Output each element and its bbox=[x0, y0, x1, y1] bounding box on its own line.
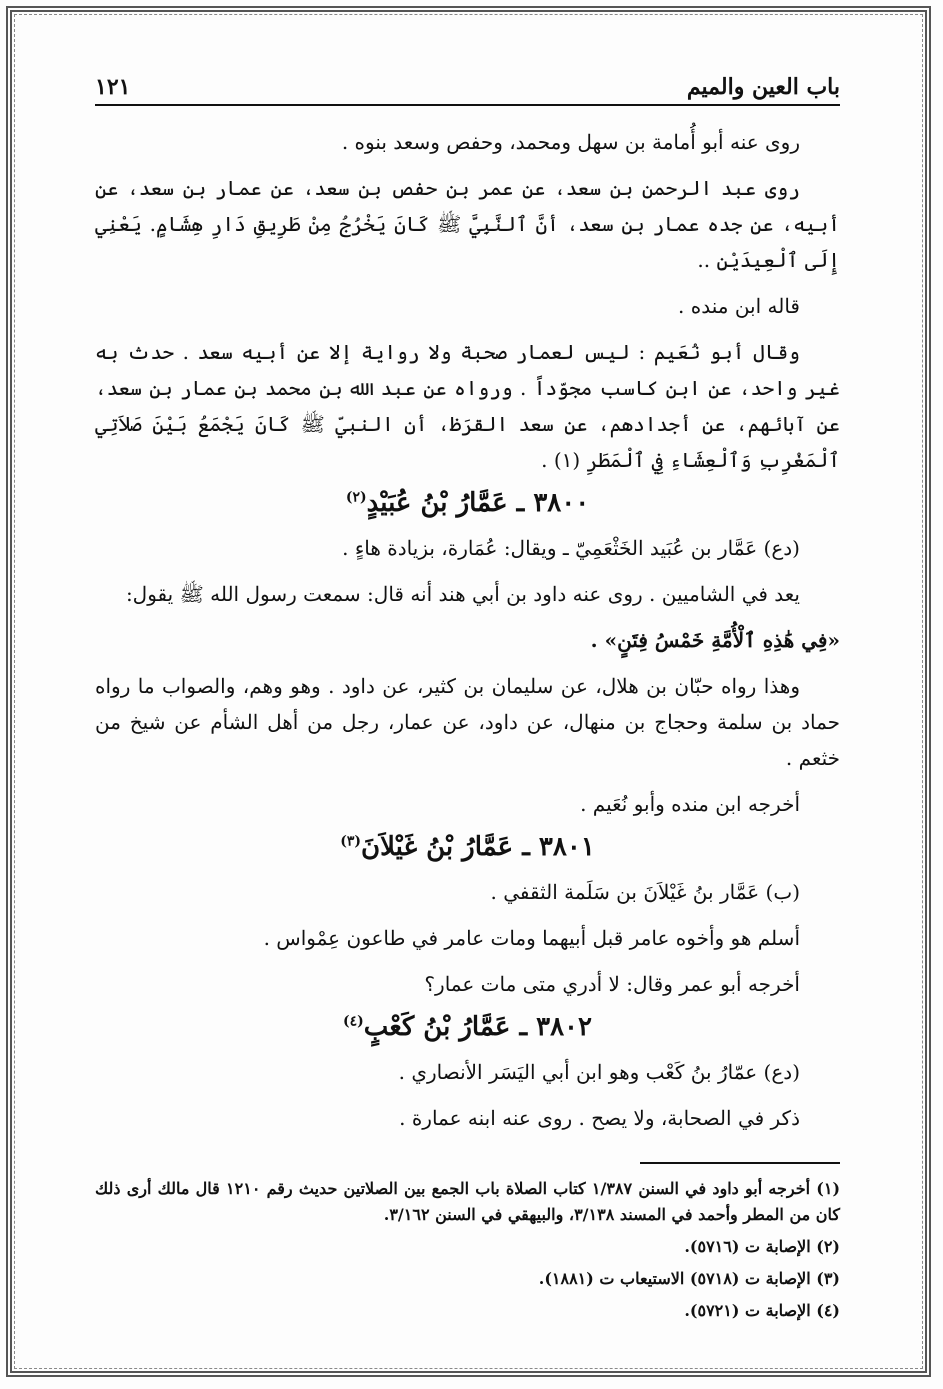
chapter-title: باب العين والميم bbox=[686, 74, 840, 100]
entry-title-text: ٣٨٠١ ـ عَمَّارُ بْنُ غَيْلاَنَ bbox=[360, 832, 595, 862]
paragraph: ذكر في الصحابة، ولا يصح . روى عنه ابنه عمارة . bbox=[399, 1106, 800, 1130]
paragraph: روى عبد الرحمن بن سعد، عن عمر بن حفص بن سعد، عن عمار بن سعد، عن أبيه، عن جده عمار بن سعد، أنَّ ٱلنَّبِيَّ ﷺ كَانَ يَخْرُجُ مِنْ طَرِيقِ دَارِ هِشَامٍ. يَعْنِي إِلَى ٱلْعِيدَيْنِ .. bbox=[95, 176, 840, 272]
footnote-ref: (٢) bbox=[345, 489, 367, 506]
paragraph: أخرجه ابن منده وأبو نُعَيم . bbox=[580, 792, 800, 816]
paragraph: (دع) عمّارُ بنُ كَعْب وهو ابن أبي اليَسَر الأنصاري . bbox=[398, 1060, 800, 1084]
footnotes bbox=[95, 1176, 840, 1324]
page-number: ١٢١ bbox=[95, 74, 131, 100]
footnote: (٤) الإصابة ت (٥٧٢١). bbox=[684, 1301, 840, 1320]
paragraph: وقال أبو نُعَيم : ليس لعمار صحبة ولا رواية إلا عن أبيه سعد . حدث به غير واحد، عن ابن كاسب مجوّداً . ورواه عن عبد الله بن محمد بن عمار بن سعد، عن آبائهم، عن أجدادهم، عن سعد القرَظ، أن النبيّ ﷺ كَانَ يَجْمَعُ بَيْنَ صَلاَتِي ٱلْمَغْرِبِ وَٱلْعِشَاءِ فِي ٱلْمَطَرِ (١) . bbox=[95, 340, 840, 472]
paragraph: يعد في الشاميين . روى عنه داود بن أبي هند أنه قال: سمعت رسول الله ﷺ يقول: bbox=[125, 582, 800, 606]
entry-heading bbox=[95, 1012, 840, 1042]
footnote-divider bbox=[640, 1162, 840, 1164]
footnote-ref: (٣) bbox=[340, 833, 361, 850]
paragraph: (ب) عَمَّار بنُ غَيْلاَنَ بن سَلَمة الثقفي . bbox=[490, 880, 800, 904]
footnote: (٢) الإصابة ت (٥٧١٦). bbox=[684, 1237, 840, 1256]
running-header bbox=[95, 74, 840, 106]
footnote-ref: (٤) bbox=[343, 1013, 364, 1030]
paragraph: أخرجه أبو عمر وقال: لا أدري متى مات عمار؟ bbox=[424, 972, 800, 996]
entry-title-text: ٣٨٠٢ ـ عَمَّارُ بْنُ كَعْبٍ bbox=[363, 1012, 592, 1042]
entry-heading bbox=[95, 488, 840, 518]
footnote: (٣) الإصابة ت (٥٧١٨) الاستيعاب ت (١٨٨١). bbox=[538, 1269, 840, 1288]
entry-title-text: ٣٨٠٠ ـ عَمَّارُ بْنُ عُبَيْدٍ bbox=[366, 488, 590, 518]
paragraph: روى عنه أبو أُمامة بن سهل ومحمد، وحفص وسعد بنوه . bbox=[341, 130, 800, 154]
paragraph: (دع) عَمَّار بن عُبَيد الخَثْعَمِيّ ـ ويقال: عُمَارة، بزيادة هاءٍ . bbox=[342, 536, 800, 560]
paragraph: أسلم هو وأخوه عامر قبل أبيهما ومات عامر في طاعون عِمْواس . bbox=[263, 926, 800, 950]
footnote: (١) أخرجه أبو داود في السنن ١/٣٨٧ كتاب الصلاة باب الجمع بين الصلاتين حديث رقم ١٢١٠ قال مالك أرى ذلك كان من المطر وأحمد في المسند ٣/١٣٨، والبيهقي في السنن ٣/١٦٢. bbox=[95, 1179, 841, 1224]
page bbox=[95, 74, 840, 1330]
entry-heading bbox=[95, 832, 840, 862]
hadith-quote: «فِي هَٰذِهِ ٱلْأُمَّةِ خَمْسُ فِتَنٍ» . bbox=[590, 628, 840, 652]
main-text bbox=[95, 124, 840, 1136]
paragraph: وهذا رواه حبّان بن هلال، عن سليمان بن كثير، عن داود . وهو وهم، والصواب ما رواه حماد بن سلمة وحجاج بن منهال، عن داود، عن عمار، رجل من أهل الشأم عن شيخ من خثعم . bbox=[95, 674, 840, 770]
paragraph: قاله ابن منده . bbox=[678, 294, 800, 318]
